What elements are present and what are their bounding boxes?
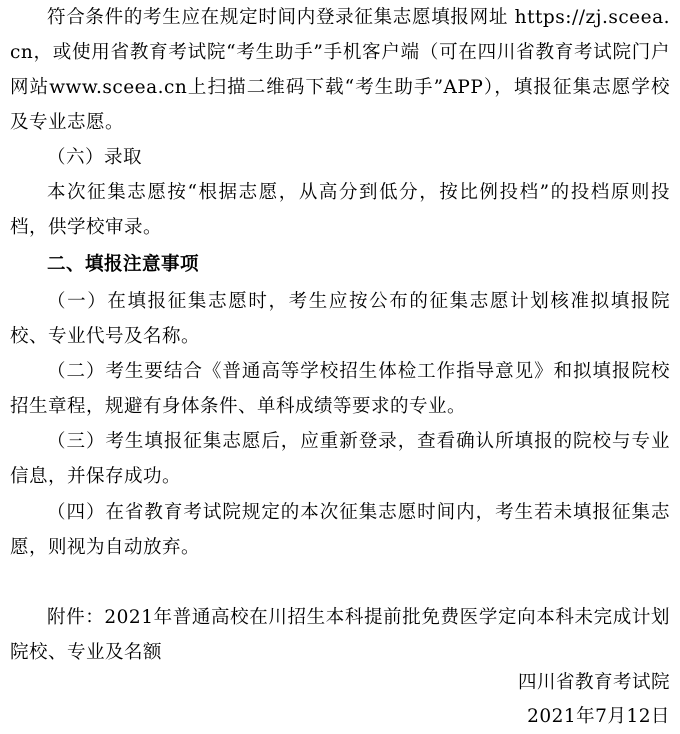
notes-heading: 二、填报注意事项 xyxy=(47,254,200,275)
note-item-4: （四）在省教育考试院规定的本次征集志愿时间内，考生若未填报征集志愿，则视为自动放弃。 xyxy=(10,502,670,558)
admission-heading: （六）录取 xyxy=(47,147,143,168)
signature-organization: 四川省教育考试院 xyxy=(517,672,670,693)
attachment-note: 附件：2021年普通高校在川招生本科提前批免费医学定向本科未完成计划院校、专业及名额 xyxy=(10,607,670,663)
signature-date: 2021年7月12日 xyxy=(527,706,670,727)
admission-paragraph: 本次征集志愿按“根据志愿，从高分到低分，按比例投档”的投档原则投档，供学校审录。 xyxy=(10,182,670,238)
note-item-2: （二）考生要结合《普通高等学校招生体检工作指导意见》和拟填报院校招生章程，规避有身体条件、单科成绩等要求的专业。 xyxy=(10,361,670,417)
note-item-3: （三）考生填报征集志愿后，应重新登录，查看确认所填报的院校与专业信息，并保存成功。 xyxy=(10,431,670,487)
intro-paragraph: 符合条件的考生应在规定时间内登录征集志愿填报网址 https://zj.sceea.cn，或使用省教育考试院“考生助手”手机客户端（可在四川省教育考试院门户网站www.sceea.cn上扫描二维码下载“考生助手”APP），填报征集志愿学校及专业志愿。 xyxy=(10,7,670,133)
note-item-1: （一）在填报征集志愿时，考生应按公布的征集志愿计划核准拟填报院校、专业代号及名称。 xyxy=(10,291,670,347)
